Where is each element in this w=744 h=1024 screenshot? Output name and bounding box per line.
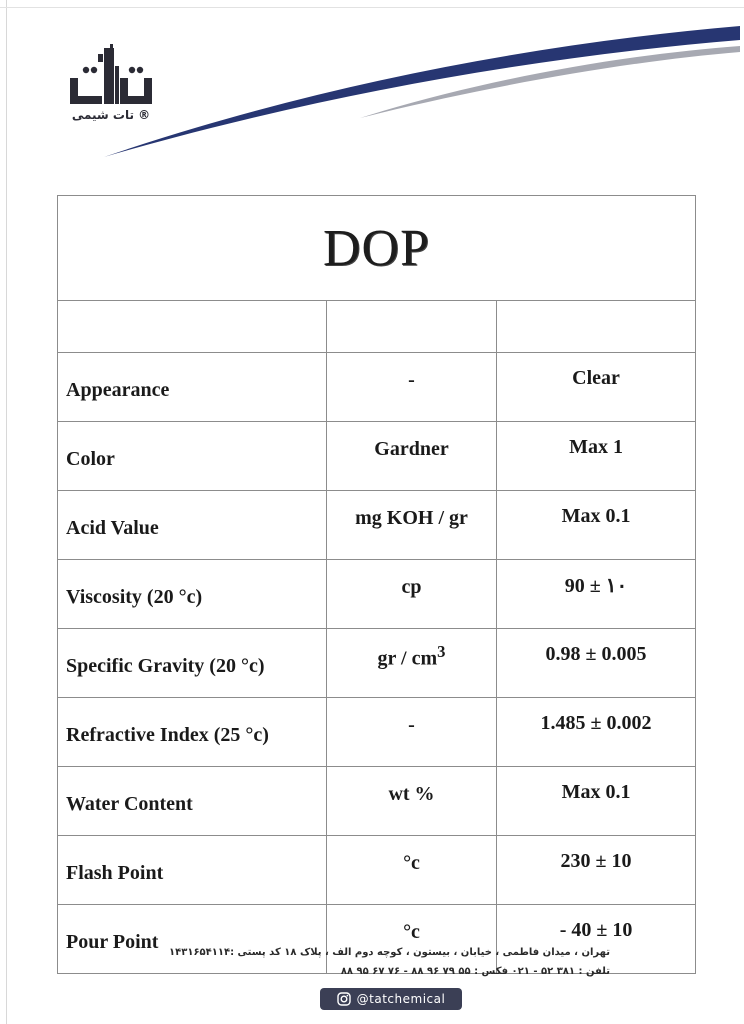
unit-cell: wt %	[327, 767, 497, 836]
table-row	[58, 560, 696, 629]
value-cell: 230 ± 10	[497, 836, 696, 905]
unit-superscript: 3	[437, 641, 446, 661]
logo-mark-icon	[66, 40, 156, 110]
unit-cell	[327, 629, 497, 698]
footer-contact: تلفن : ۳۸۱ ۵۲ - ۰۲۱ فکس : ۵۵ ۷۹ ۹۶ ۸۸ - ۷۶ ۶۷ ۹۵ ۸۸	[340, 966, 610, 977]
unit-cell: °c	[327, 836, 497, 905]
table-row	[58, 422, 696, 491]
unit-cell: °c	[327, 905, 497, 974]
table-row	[58, 836, 696, 905]
footer-address: تهران ، میدان فاطمی ، خیابان ، بیستون ، کوچه دوم الف ، پلاک ۱۸ کد پستی :۱۴۳۱۶۵۴۱۱۴	[169, 947, 610, 958]
property-cell: Color	[58, 422, 327, 491]
value-cell: Clear	[497, 353, 696, 422]
value-cell: - 40 ± 10	[497, 905, 696, 974]
table-row	[58, 629, 696, 698]
property-cell: Specific Gravity (20 °c)	[58, 629, 327, 698]
header-row	[58, 301, 696, 353]
value-cell: 0.98 ± 0.005	[497, 629, 696, 698]
value-cell: Max 0.1	[497, 767, 696, 836]
table-row	[58, 905, 696, 974]
company-logo	[66, 40, 156, 135]
header-cell	[58, 301, 327, 353]
value-cell: Max 1	[497, 422, 696, 491]
unit-cell: -	[327, 698, 497, 767]
property-cell: Flash Point	[58, 836, 327, 905]
document-title: DOP	[323, 219, 431, 277]
instagram-icon	[337, 992, 351, 1006]
header-cell	[327, 301, 497, 353]
table-row	[58, 353, 696, 422]
specification-table	[57, 195, 696, 974]
property-cell: Appearance	[58, 353, 327, 422]
property-cell: Viscosity (20 °c)	[58, 560, 327, 629]
social-badge[interactable]	[320, 988, 462, 1010]
table-row	[58, 767, 696, 836]
table-row	[58, 698, 696, 767]
value-cell: 90 ± ۱۰	[497, 560, 696, 629]
unit-cell: mg KOH / gr	[327, 491, 497, 560]
unit-cell: cp	[327, 560, 497, 629]
unit-cell: -	[327, 353, 497, 422]
logo-text: تات شیمی ®	[71, 108, 151, 122]
property-cell: Refractive Index (25 °c)	[58, 698, 327, 767]
unit-text: gr / cm	[377, 647, 438, 670]
header-cell	[497, 301, 696, 353]
social-handle[interactable]: @tatchemical	[356, 992, 446, 1006]
unit-cell: Gardner	[327, 422, 497, 491]
title-row	[58, 196, 696, 301]
property-cell: Pour Point	[58, 905, 327, 974]
property-cell: Acid Value	[58, 491, 327, 560]
property-cell: Water Content	[58, 767, 327, 836]
value-cell: 1.485 ± 0.002	[497, 698, 696, 767]
value-cell: Max 0.1	[497, 491, 696, 560]
table-row	[58, 491, 696, 560]
title-cell	[58, 196, 696, 301]
